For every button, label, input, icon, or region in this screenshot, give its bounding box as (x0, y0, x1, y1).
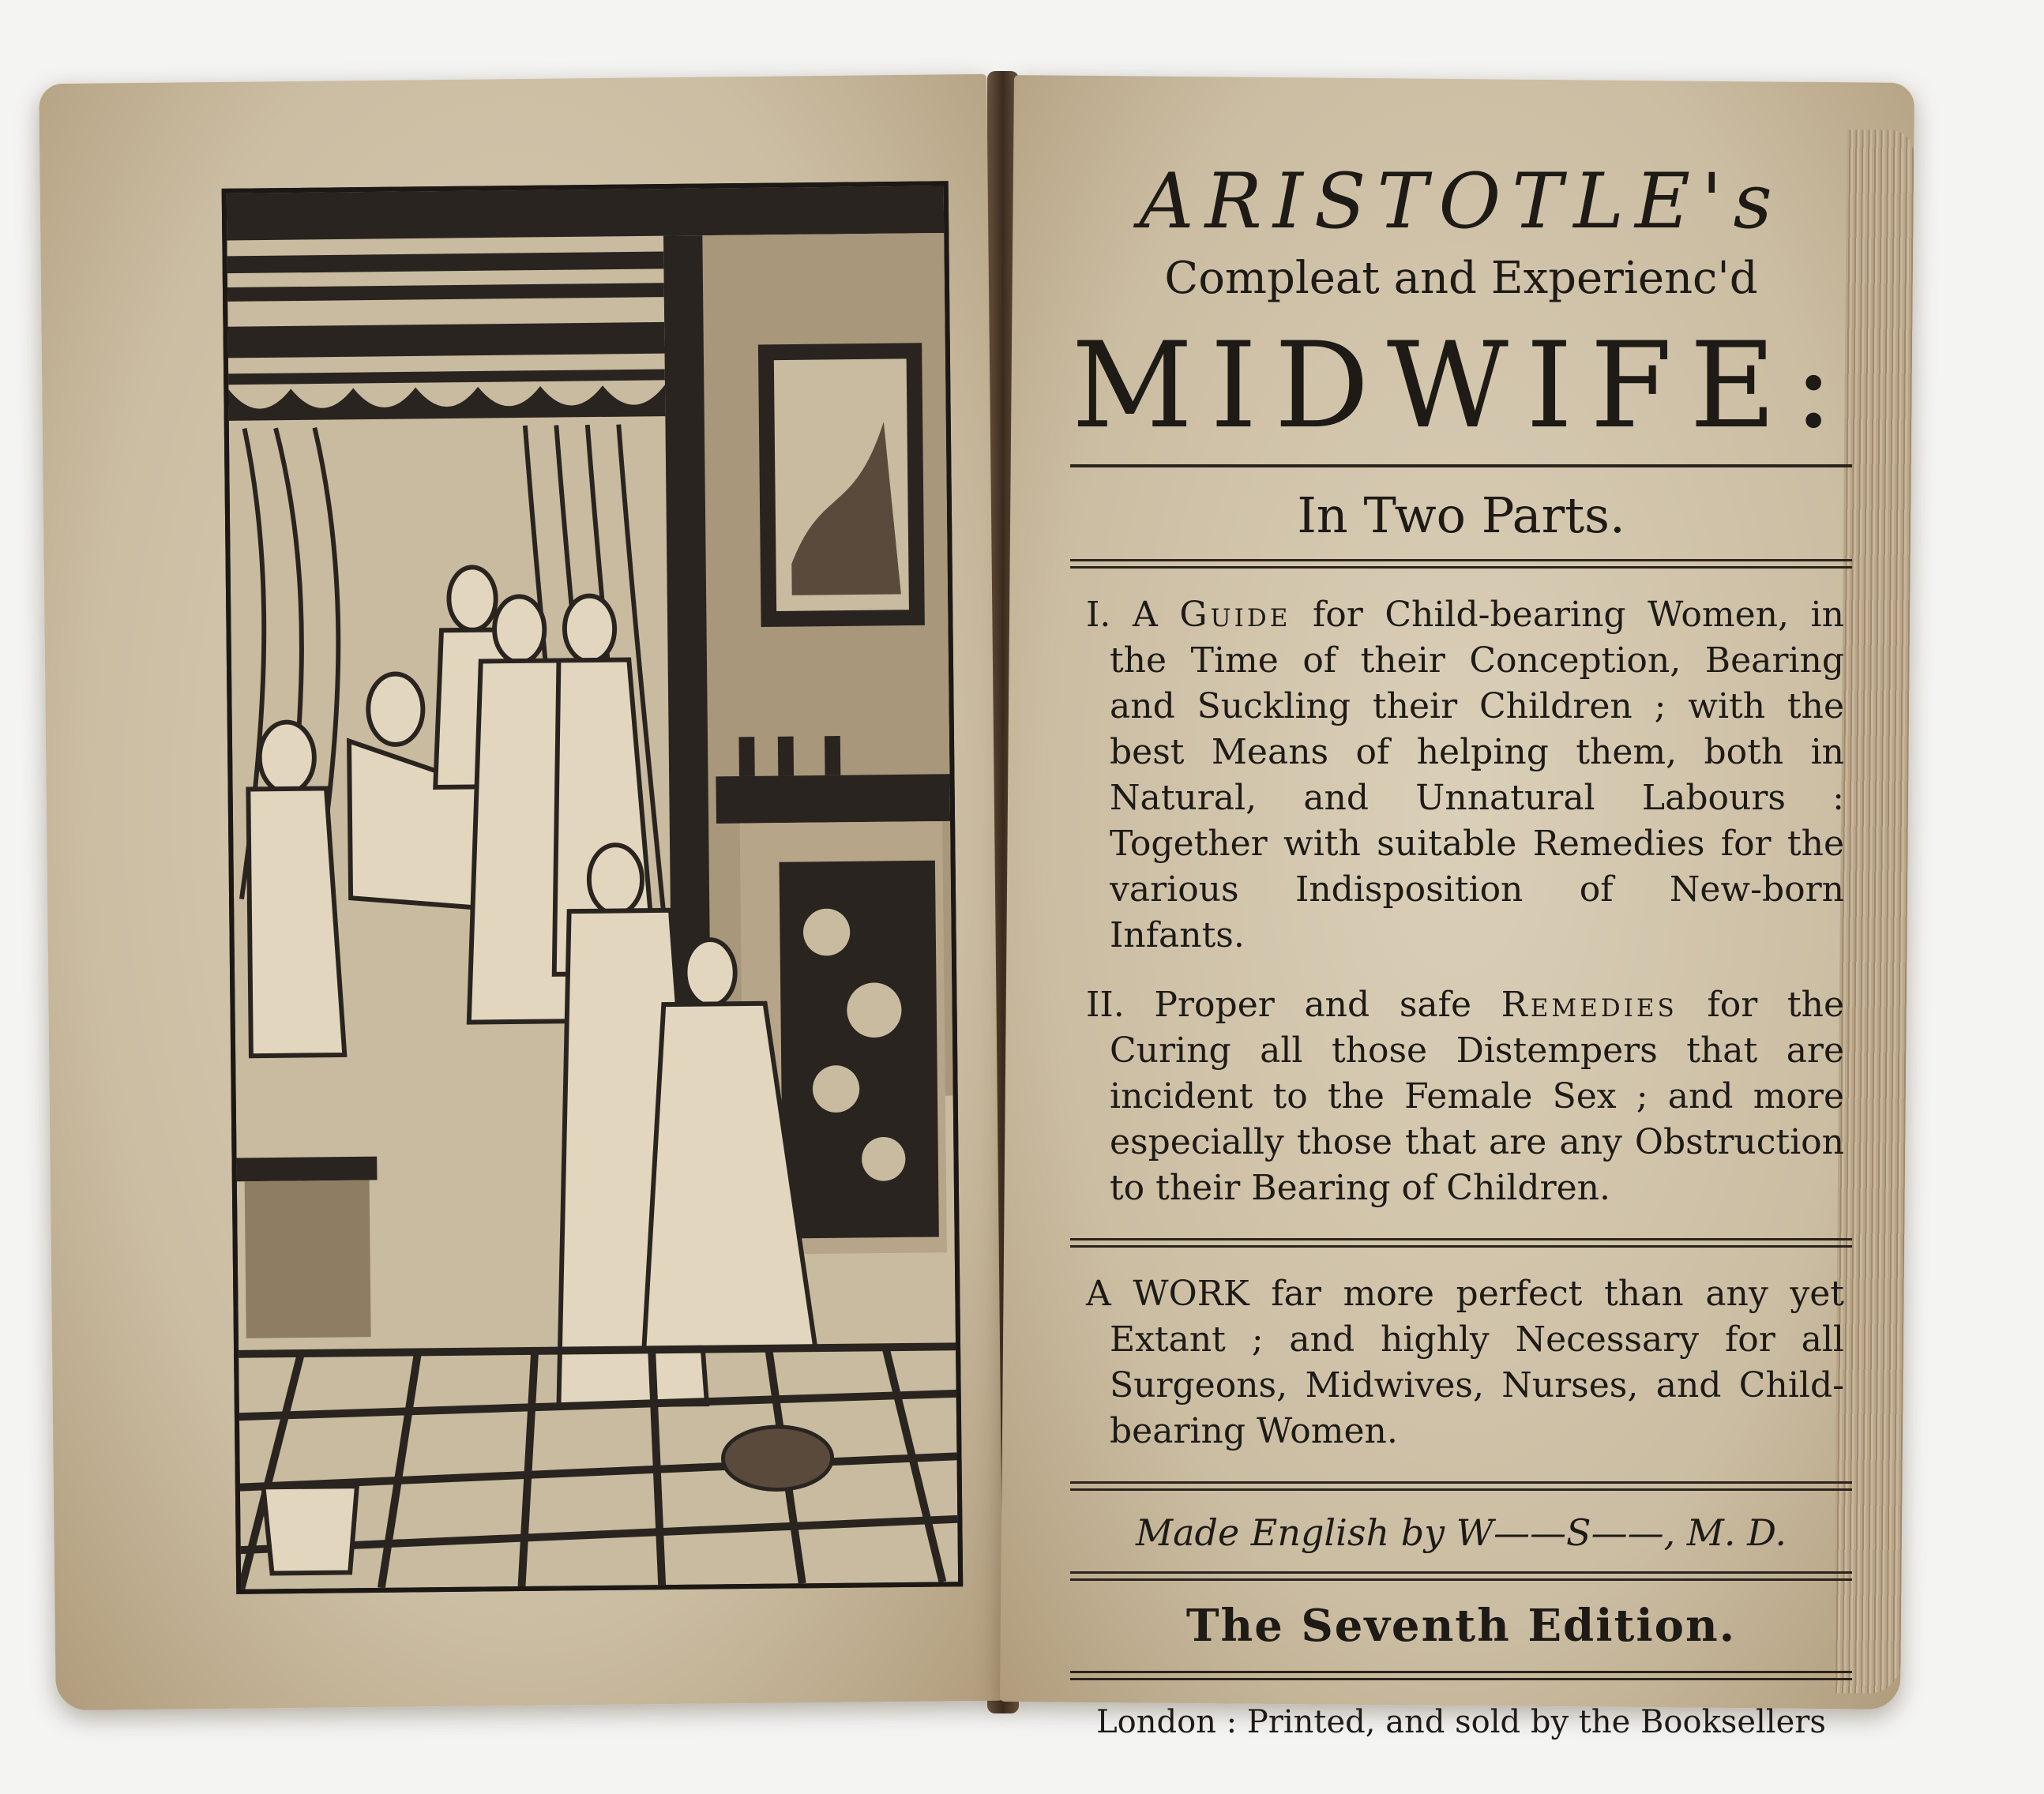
subtitle: Compleat and Experienc'd (1164, 253, 1758, 304)
divider-rule (1070, 1481, 1852, 1491)
frontispiece-woodcut (222, 181, 964, 1594)
part-two-smallcaps: Remedies (1501, 985, 1678, 1025)
edition-line: The Seventh Edition. (1185, 1600, 1737, 1652)
imprint-line: London : Printed, and sold by the Booksellers (1096, 1704, 1826, 1740)
open-book (47, 55, 1974, 1740)
birth-scene-illustration (227, 186, 958, 1589)
part-one-text: for Child-bearing Women, in the Time of their Conception, Bearing and Suckling their Children ; with the best Means of helping them, both in Natural, and Unnatural Labours : Together with suitable Remedies for the various Indisposition of New-born Infants. (1110, 595, 1844, 955)
part-one-lead: I. A (1086, 595, 1158, 635)
main-title: MIDWIFE: (1071, 317, 1851, 455)
divider-rule (1070, 464, 1852, 467)
part-one-smallcaps: Guide (1179, 595, 1291, 635)
divider-rule (1070, 1671, 1852, 1680)
divider-rule (1070, 1238, 1852, 1248)
part-two-paragraph (1078, 982, 1844, 1211)
title-page-text (1062, 150, 1860, 1764)
author-title: ARISTOTLE's (1139, 157, 1783, 246)
left-page (39, 74, 1004, 1710)
divider-rule (1070, 1571, 1852, 1581)
part-two-lead: II. Proper and safe (1086, 985, 1471, 1025)
work-text: far more perfect than any yet Extant ; and highly Necessary for all Surgeons, Midwives, Nurses, and Child-bearing Women. (1110, 1274, 1844, 1451)
work-lead: A WORK (1086, 1274, 1249, 1314)
translator-line: Made English by W——S——, M. D. (1135, 1511, 1787, 1554)
part-one-paragraph (1078, 592, 1844, 959)
parts-heading: In Two Parts. (1297, 486, 1625, 544)
divider-rule (1070, 559, 1852, 569)
part-two-text: for the Curing all those Distempers that are incident to the Female Sex ; and more especially those that are any Obstruction to their Bearing of Children. (1110, 985, 1844, 1208)
work-paragraph (1078, 1271, 1844, 1454)
